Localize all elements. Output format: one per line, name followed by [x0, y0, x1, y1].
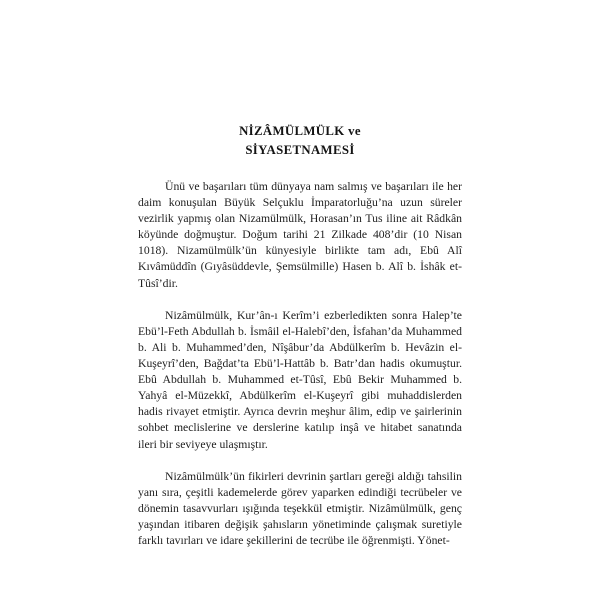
page-content-block — [138, 122, 462, 549]
paragraph-2: Nizâmülmülk, Kur’ân-ı Kerîm’i ezberledikten sonra Halep’te Ebü’l-Feth Abdullah b. İsmâil el-Halebî’den, İsfahan’da Muhammed b. Ali b. Muhammed’den, Nîşâbur’da Abdülkerîm b. Hevâzin el-Kuşeyrî’den, Bağdat’ta Ebü’l-Hattâb b. Batr’dan hadis okumuştur. Ebû Abdullah b. Muhammed et-Tûsî, Ebû Bekir Muhammed b. Yahyâ el-Müzekkî, Abdülkerîm el-Kuşeyrî gibi muhaddislerden hadis rivayet etmiştir. Ayrıca devrin meşhur âlim, edip ve şairlerinin sohbet meclislerine ve derslerine katılıp inşâ ve hitabet sanatında ileri bir seviyeye ulaşmıştır. — [138, 308, 462, 451]
chapter-title-line-1: NİZÂMÜLMÜLK ve — [239, 124, 361, 138]
chapter-title-line-2: SİYASETNAMESİ — [245, 143, 355, 157]
paragraph-1: Ünü ve başarıları tüm dünyaya nam salmış ve başarıları ile her daim konuşulan Büyük Selçuklu İmparatorluğu’na uzun süreler vezirlik yapmış olan Nizamülmülk, Horasan’ın Tus iline ait Râdkân köyünde doğmuştur. Doğum tarihi 21 Zilkade 408’dir (10 Nisan 1018). Nizamülmülk’ün künyesiyle birlikte tam adı, Ebû Alî Kıvâmüddîn (Gıyâsüddevle, Şemsülmille) Hasen b. Alî b. İshâk et-Tûsî’dir. — [138, 180, 462, 290]
body-text — [138, 179, 462, 549]
paragraph-3: Nizâmülmülk’ün fikirleri devrinin şartları gereği aldığı tahsilin yanı sıra, çeşitli kademelerde görev yaparken edindiği tecrübeler ve dönemin tasavvurları ışığında teşekkül etmiştir. Nizâmülmülk, genç yaşından itibaren değişik şahısların yönetiminde çalışmak suretiyle farklı tavırları ve idare şekillerini de tecrübe ile öğrenmişti. Yönet- — [138, 469, 462, 548]
chapter-title — [138, 122, 462, 160]
